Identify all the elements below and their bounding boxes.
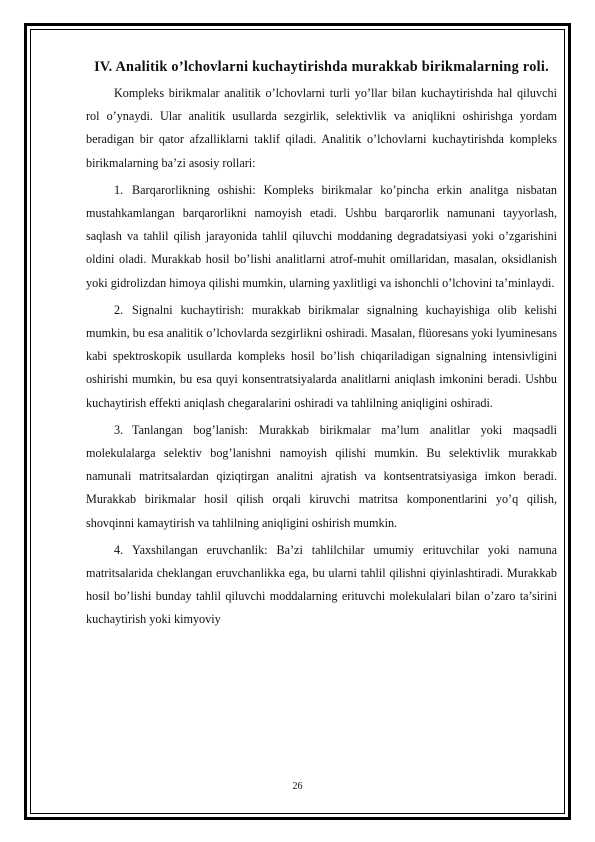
- page-number: 26: [292, 781, 303, 792]
- document-body: [86, 55, 557, 636]
- list-number: 4.: [114, 542, 124, 557]
- section-title: IV. Analitik o’lchovlarni kuchaytirishda murakkab birikmalarning roli.: [94, 59, 549, 75]
- list-item-3: [86, 419, 557, 535]
- list-item-text: Signalni kuchaytirish: murakkab birikmalar signalning kuchayishiga olib kelishi mumkin, bu esa analitik o’lchovlarda sezgirlikni oshiradi. Masalan, flüoresans yoki lyuminesans kabi spektroskopik usullarda kompleks hosil bo’lish chiqariladigan signalning intensivligini oshirishi mumkin, bu esa quyi konsentratsiyalarda analitlarni aniqlash imkonini beradi. Ushbu kuchaytirish effekti aniqlash chegaralarini oshiradi va tahlilning aniqligini oshiradi.: [86, 302, 557, 410]
- list-item-1: [86, 179, 557, 295]
- list-number: 2.: [114, 302, 124, 317]
- list-item-4: [86, 539, 557, 632]
- list-number: 1.: [114, 182, 124, 197]
- list-item-2: [86, 299, 557, 415]
- list-number: 3.: [114, 422, 124, 437]
- list-item-text: Tanlangan bog’lanish: Murakkab birikmalar ma’lum analitlar yoki maqsadli molekulalarga selektiv bog’lanishni namoyish qilishi mumkin. Bu selektivlik murakkab namunali matritsalardan qiziqtirgan analitni ajratish va kontsentratsiyasiga imkon beradi. Murakkab birikmalar hosil qilish orqali kiruvchi matritsa komponentlarini yo’q qilish, shovqinni kamaytirish va tahlilning aniqligini oshirish mumkin.: [86, 422, 557, 530]
- list-item-text: Barqarorlikning oshishi: Kompleks birikmalar ko’pincha erkin analitga nisbatan mustahkamlangan barqarorlikni namoyish etadi. Ushbu barqarorlik namunani tayyorlash, saqlash va tahlil qilish jarayonida tahlil qiluvchi moddaning degradatsiyasi yoki o’zgarishini oldini oladi. Murakkab hosil bo’lishi analitlarni atrof-muhit omillaridan, masalan, oksidlanish yoki gidrolizdan himoya qilishi mumkin, ularning yaxlitligi va ishonchli o’lchovini ta’minlaydi.: [86, 182, 557, 290]
- list-item-text: Yaxshilangan eruvchanlik: Ba’zi tahlilchilar umumiy erituvchilar yoki namuna matritsalarida cheklangan eruvchanlikka ega, bu ularni tahlil qilishni qiyinlashtiradi. Murakkab hosil bo’lishi bunday tahlil qiluvchi moddalarning erituvchi molekulalari bilan o’zaro ta’sirini kuchaytirish yoki kimyoviy: [86, 542, 557, 627]
- intro-paragraph: Kompleks birikmalar analitik o’lchovlarni turli yo’llar bilan kuchaytirishda hal qiluvchi rol o’ynaydi. Ular analitik usullarda sezgirlik, selektivlik va aniqlikni oshirishga yordam beradigan bir qator afzalliklarni taklif qiladi. Analitik o’lchovlarni kuchaytirishda kompleks birikmalarning ba’zi asosiy rollari:: [86, 86, 557, 170]
